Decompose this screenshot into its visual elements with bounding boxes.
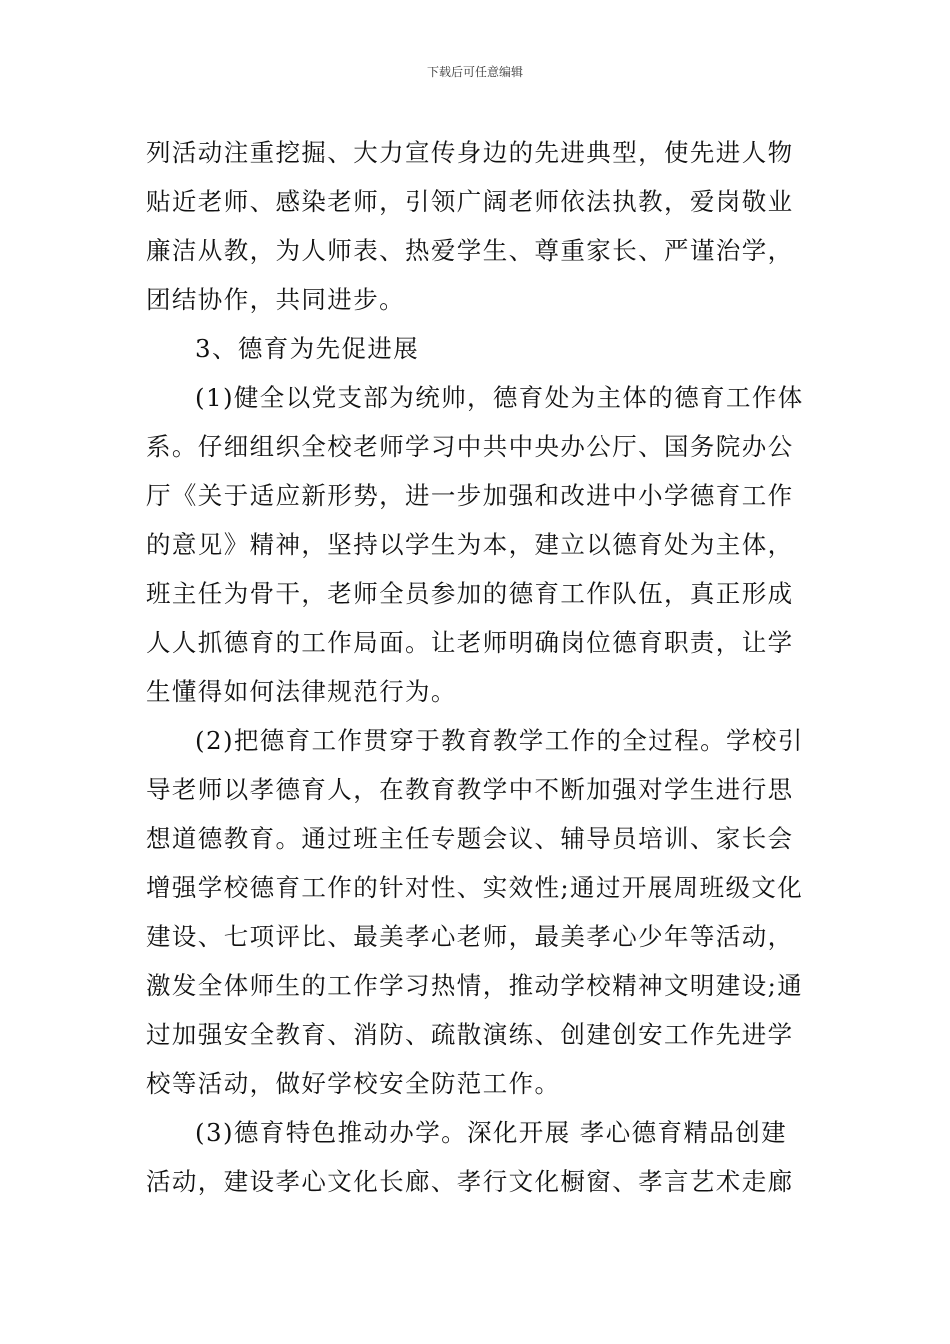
text-line: 系。仔细组织全校老师学习中共中央办公厅、国务院办公 (146, 432, 794, 461)
text-line: 的意见》精神，坚持以学生为本，建立以德育处为主体， (146, 530, 794, 559)
text-line: 激发全体师生的工作学习热情，推动学校精神文明建设;通 (146, 971, 804, 1000)
text-line: 想道德教育。通过班主任专题会议、辅导员培训、家长会 (146, 824, 794, 853)
text-line: 过加强安全教育、消防、疏散演练、创建创安工作先进学 (146, 1020, 794, 1049)
text-line: 导老师以孝德育人，在教育教学中不断加强对学生进行思 (146, 775, 794, 804)
text-line: 建设、七项评比、最美孝心老师，最美孝心少年等活动， (146, 922, 794, 951)
text-line: 团结协作，共同进步。 (146, 285, 405, 314)
text-line: 贴近老师、感染老师，引领广阔老师依法执教，爱岗敬业 (146, 187, 794, 216)
page-header: 下载后可任意编辑 (426, 65, 523, 79)
paragraph-start: (1)健全以党支部为统帅，德育处为主体的德育工作体 (195, 383, 804, 412)
text-line: 班主任为骨干，老师全员参加的德育工作队伍，真正形成 (146, 579, 794, 608)
paragraph-start: (2)把德育工作贯穿于教育教学工作的全过程。学校引 (195, 726, 804, 755)
text-line: 校等活动，做好学校安全防范工作。 (146, 1069, 561, 1098)
text-line: 列活动注重挖掘、大力宣传身边的先进典型，使先进人物 (146, 138, 794, 167)
text-line: 人人抓德育的工作局面。让老师明确岗位德育职责，让学 (146, 628, 794, 657)
text-line: 厅《关于适应新形势，进一步加强和改进中小学德育工作 (146, 481, 794, 510)
text-line: 增强学校德育工作的针对性、实效性;通过开展周班级文化 (146, 873, 804, 902)
text-line: 活动，建设孝心文化长廊、孝行文化橱窗、孝言艺术走廊 (146, 1167, 794, 1196)
document-body (146, 128, 818, 1206)
text-line: 生懂得如何法律规范行为。 (146, 677, 457, 706)
text-line: 廉洁从教，为人师表、热爱学生、尊重家长、严谨治学， (146, 236, 794, 265)
section-heading: 3、德育为先促进展 (195, 334, 420, 363)
paragraph-start: (3)德育特色推动办学。深化开展 孝心德育精品创建 (195, 1118, 787, 1147)
